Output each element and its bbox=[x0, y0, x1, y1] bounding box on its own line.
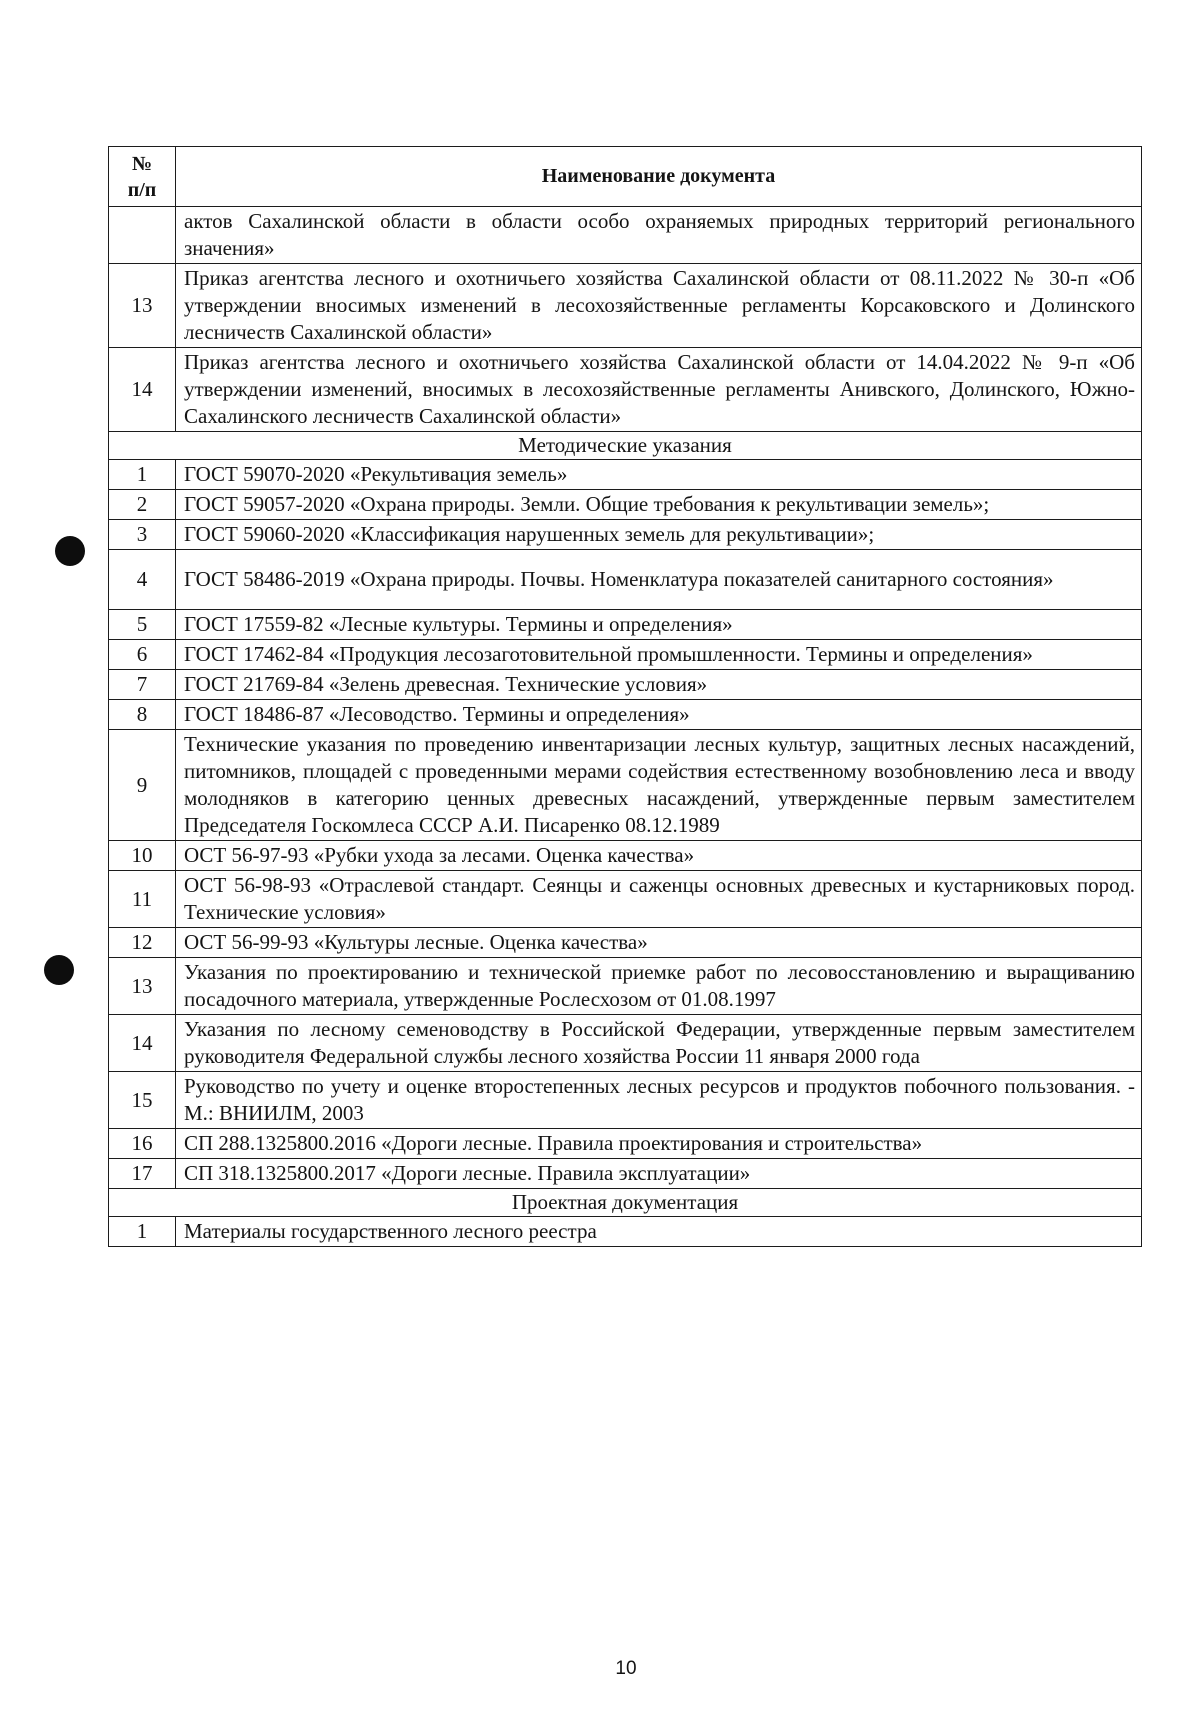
header-number bbox=[109, 147, 176, 207]
punch-hole-mark bbox=[55, 536, 85, 566]
row-document-name: ОСТ 56-97-93 «Рубки ухода за лесами. Оценка качества» bbox=[176, 841, 1142, 871]
row-number: 13 bbox=[109, 958, 176, 1015]
row-document-name: ГОСТ 59057-2020 «Охрана природы. Земли. Общие требования к рекультивации земель»; bbox=[176, 490, 1142, 520]
table-row bbox=[109, 640, 1142, 670]
row-number: 17 bbox=[109, 1159, 176, 1189]
row-document-name: Приказ агентства лесного и охотничьего хозяйства Сахалинской области от 08.11.2022 № 30-п «Об утверждении вносимых изменений в лесохозяйственные регламенты Корсаковского и Долинского лесничеств Сахалинской области» bbox=[176, 264, 1142, 348]
row-document-name: ГОСТ 58486-2019 «Охрана природы. Почвы. Номенклатура показателей санитарного состояния» bbox=[176, 550, 1142, 610]
row-document-name: ГОСТ 21769-84 «Зелень древесная. Технические условия» bbox=[176, 670, 1142, 700]
row-number: 6 bbox=[109, 640, 176, 670]
row-document-name: ГОСТ 17559-82 «Лесные культуры. Термины и определения» bbox=[176, 610, 1142, 640]
row-number: 4 bbox=[109, 550, 176, 610]
documents-table bbox=[108, 146, 1142, 1247]
row-document-name: ОСТ 56-98-93 «Отраслевой стандарт. Сеянцы и саженцы основных древесных и кустарниковых пород. Технические условия» bbox=[176, 871, 1142, 928]
table-row bbox=[109, 700, 1142, 730]
row-document-name: Материалы государственного лесного реестра bbox=[176, 1217, 1142, 1247]
row-number: 15 bbox=[109, 1072, 176, 1129]
table-row bbox=[109, 1129, 1142, 1159]
row-number: 3 bbox=[109, 520, 176, 550]
table-row bbox=[109, 928, 1142, 958]
row-document-name: ГОСТ 59070-2020 «Рекультивация земель» bbox=[176, 460, 1142, 490]
table-row bbox=[109, 520, 1142, 550]
table-body bbox=[109, 207, 1142, 1247]
row-number: 12 bbox=[109, 928, 176, 958]
row-document-name: актов Сахалинской области в области особо охраняемых природных территорий регионального значения» bbox=[176, 207, 1142, 264]
header-number-sign: № bbox=[131, 153, 153, 175]
row-number: 16 bbox=[109, 1129, 176, 1159]
row-document-name: ГОСТ 18486-87 «Лесоводство. Термины и определения» bbox=[176, 700, 1142, 730]
table-header-row bbox=[109, 147, 1142, 207]
table-row bbox=[109, 1159, 1142, 1189]
row-document-name: Приказ агентства лесного и охотничьего хозяйства Сахалинской области от 14.04.2022 № 9-п «Об утверждении изменений, вносимых в лесохозяйственные регламенты Анивского, Долинского, Южно-Сахалинского лесничеств Сахалинской области» bbox=[176, 348, 1142, 432]
row-number: 14 bbox=[109, 348, 176, 432]
row-document-name: ОСТ 56-99-93 «Культуры лесные. Оценка качества» bbox=[176, 928, 1142, 958]
header-number-abbrev: п/п bbox=[127, 179, 157, 201]
row-document-name: Указания по проектированию и технической приемке работ по лесовосстановлению и выращиванию посадочного материала, утвержденные Рослесхозом от 01.08.1997 bbox=[176, 958, 1142, 1015]
row-number: 1 bbox=[109, 460, 176, 490]
section-title: Методические указания bbox=[109, 432, 1142, 460]
punch-hole-mark bbox=[44, 955, 74, 985]
row-number: 14 bbox=[109, 1015, 176, 1072]
row-number: 10 bbox=[109, 841, 176, 871]
section-row bbox=[109, 1189, 1142, 1217]
row-document-name: СП 318.1325800.2017 «Дороги лесные. Правила эксплуатации» bbox=[176, 1159, 1142, 1189]
row-document-name: ГОСТ 17462-84 «Продукция лесозаготовительной промышленности. Термины и определения» bbox=[176, 640, 1142, 670]
table-row bbox=[109, 264, 1142, 348]
row-number: 9 bbox=[109, 730, 176, 841]
table-row bbox=[109, 610, 1142, 640]
table-row bbox=[109, 871, 1142, 928]
row-number: 8 bbox=[109, 700, 176, 730]
table-row bbox=[109, 1217, 1142, 1247]
row-number: 13 bbox=[109, 264, 176, 348]
table-row bbox=[109, 958, 1142, 1015]
table-row bbox=[109, 490, 1142, 520]
row-document-name: Технические указания по проведению инвентаризации лесных культур, защитных лесных насаждений, питомников, площадей с проведенными мерами содействия естественному возобновлению леса и вводу молодняков в категорию ценных древесных насаждений, утвержденные первым заместителем Председателя Госкомлеса СССР А.И. Писаренко 08.12.1989 bbox=[176, 730, 1142, 841]
row-number: 1 bbox=[109, 1217, 176, 1247]
row-number: 5 bbox=[109, 610, 176, 640]
row-number: 7 bbox=[109, 670, 176, 700]
row-document-name: Руководство по учету и оценке второстепенных лесных ресурсов и продуктов побочного пользования. - М.: ВНИИЛМ, 2003 bbox=[176, 1072, 1142, 1129]
table-row bbox=[109, 730, 1142, 841]
table-row bbox=[109, 670, 1142, 700]
row-number: 11 bbox=[109, 871, 176, 928]
row-document-name: СП 288.1325800.2016 «Дороги лесные. Правила проектирования и строительства» bbox=[176, 1129, 1142, 1159]
table-row bbox=[109, 207, 1142, 264]
table-row bbox=[109, 841, 1142, 871]
section-row bbox=[109, 432, 1142, 460]
row-number: 2 bbox=[109, 490, 176, 520]
row-document-name: Указания по лесному семеноводству в Российской Федерации, утвержденные первым заместителем руководителя Федеральной службы лесного хозяйства России 11 января 2000 года bbox=[176, 1015, 1142, 1072]
table-row bbox=[109, 1072, 1142, 1129]
table-row bbox=[109, 348, 1142, 432]
row-document-name: ГОСТ 59060-2020 «Классификация нарушенных земель для рекультивации»; bbox=[176, 520, 1142, 550]
table-row bbox=[109, 550, 1142, 610]
page-number: 10 bbox=[615, 1658, 637, 1679]
section-title: Проектная документация bbox=[109, 1189, 1142, 1217]
table-row bbox=[109, 460, 1142, 490]
header-document-name: Наименование документа bbox=[176, 147, 1142, 207]
row-number bbox=[109, 207, 176, 264]
table-row bbox=[109, 1015, 1142, 1072]
